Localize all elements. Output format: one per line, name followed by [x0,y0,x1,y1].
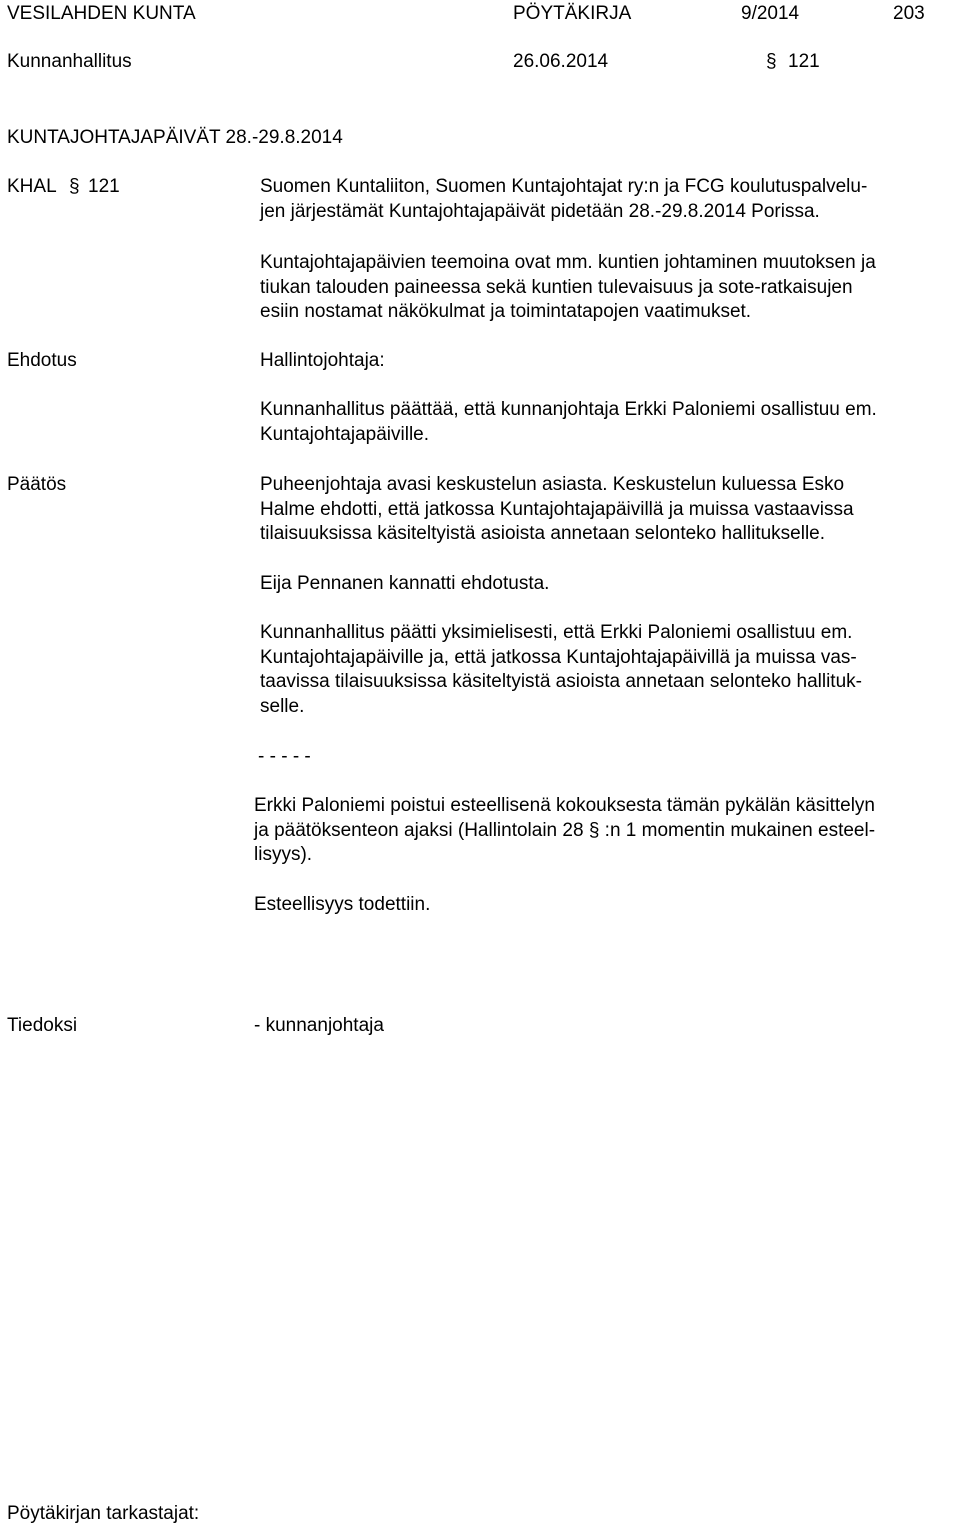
decision-line: Kunnanhallitus päätti yksimielisesti, että Erkki Paloniemi osallistuu em. [260,622,853,643]
document-number: 9/2014 [741,3,800,24]
ehdotus-label: Ehdotus [7,350,77,371]
proposal-paragraph [260,398,877,447]
decision-line: selle. [260,695,305,717]
themes-line: tiukan talouden paineessa sekä kuntien tulevaisuus ja sote-ratkaisujen [260,276,853,298]
page-number: 203 [893,3,925,24]
disqualification-paragraph [254,794,875,868]
decision-line: taavissa tilaisuuksissa käsiteltyistä asioista annetaan selonteko hallituk- [260,671,862,692]
meeting-body: Kunnanhallitus [7,51,132,72]
intro-line: jen järjestämät Kuntajohtajapäivät pidetään 28.-29.8.2014 Porissa. [260,200,820,222]
themes-paragraph [260,251,876,325]
paatos-label: Päätös [7,474,67,495]
tiedoksi-value: - kunnanjohtaja [254,1015,384,1036]
khal-section-sign: § [69,176,80,197]
municipality-name: VESILAHDEN KUNTA [7,3,196,24]
decision-line: Puheenjohtaja avasi keskustelun asiasta. Keskustelun kuluessa Esko [260,474,845,495]
khal-label: KHAL [7,176,57,197]
intro-line: Suomen Kuntaliiton, Suomen Kuntajohtajat ry:n ja FCG koulutuspalvelu- [260,176,868,197]
proposal-line: Kuntajohtajapäiville. [260,423,430,445]
disqualification-line: ja päätöksenteon ajaksi (Hallintolain 28 § :n 1 momentin mukainen esteel- [254,819,876,841]
decision-paragraph-2: Eija Pennanen kannatti ehdotusta. [260,573,550,594]
decision-line: Kuntajohtajapäiville ja, että jatkossa Kuntajohtajapäivillä ja muissa vas- [260,646,857,668]
examiners-label: Pöytäkirjan tarkastajat: [7,1503,200,1524]
intro-paragraph [260,175,867,224]
disqualification-confirmed: Esteellisyys todettiin. [254,894,431,915]
tiedoksi-label: Tiedoksi [7,1015,78,1036]
header-section-sign: § [766,51,777,72]
header-section-number: 121 [788,51,820,72]
disqualification-line: lisyys). [254,844,313,865]
themes-line: Kuntajohtajapäivien teemoina ovat mm. kuntien johtaminen muutoksen ja [260,252,876,273]
decision-paragraph-3 [260,621,862,719]
item-title: KUNTAJOHTAJAPÄIVÄT 28.-29.8.2014 [7,127,343,148]
khal-number: 121 [88,176,120,197]
document-type: PÖYTÄKIRJA [513,3,632,24]
presenter: Hallintojohtaja: [260,350,385,371]
meeting-date: 26.06.2014 [513,51,609,72]
decision-paragraph-1 [260,473,854,547]
decision-line: tilaisuuksissa käsiteltyistä asioista annetaan selonteko hallitukselle. [260,523,826,544]
disqualification-line: Erkki Paloniemi poistui esteellisenä kokouksesta tämän pykälän käsittelyn [254,795,875,816]
proposal-line: Kunnanhallitus päättää, että kunnanjohtaja Erkki Paloniemi osallistuu em. [260,399,877,420]
themes-line: esiin nostamat näkökulmat ja toimintatapojen vaatimukset. [260,301,752,322]
decision-line: Halme ehdotti, että jatkossa Kuntajohtajapäivillä ja muissa vastaavissa [260,498,854,520]
separator-dashes: - - - - - [258,746,311,767]
